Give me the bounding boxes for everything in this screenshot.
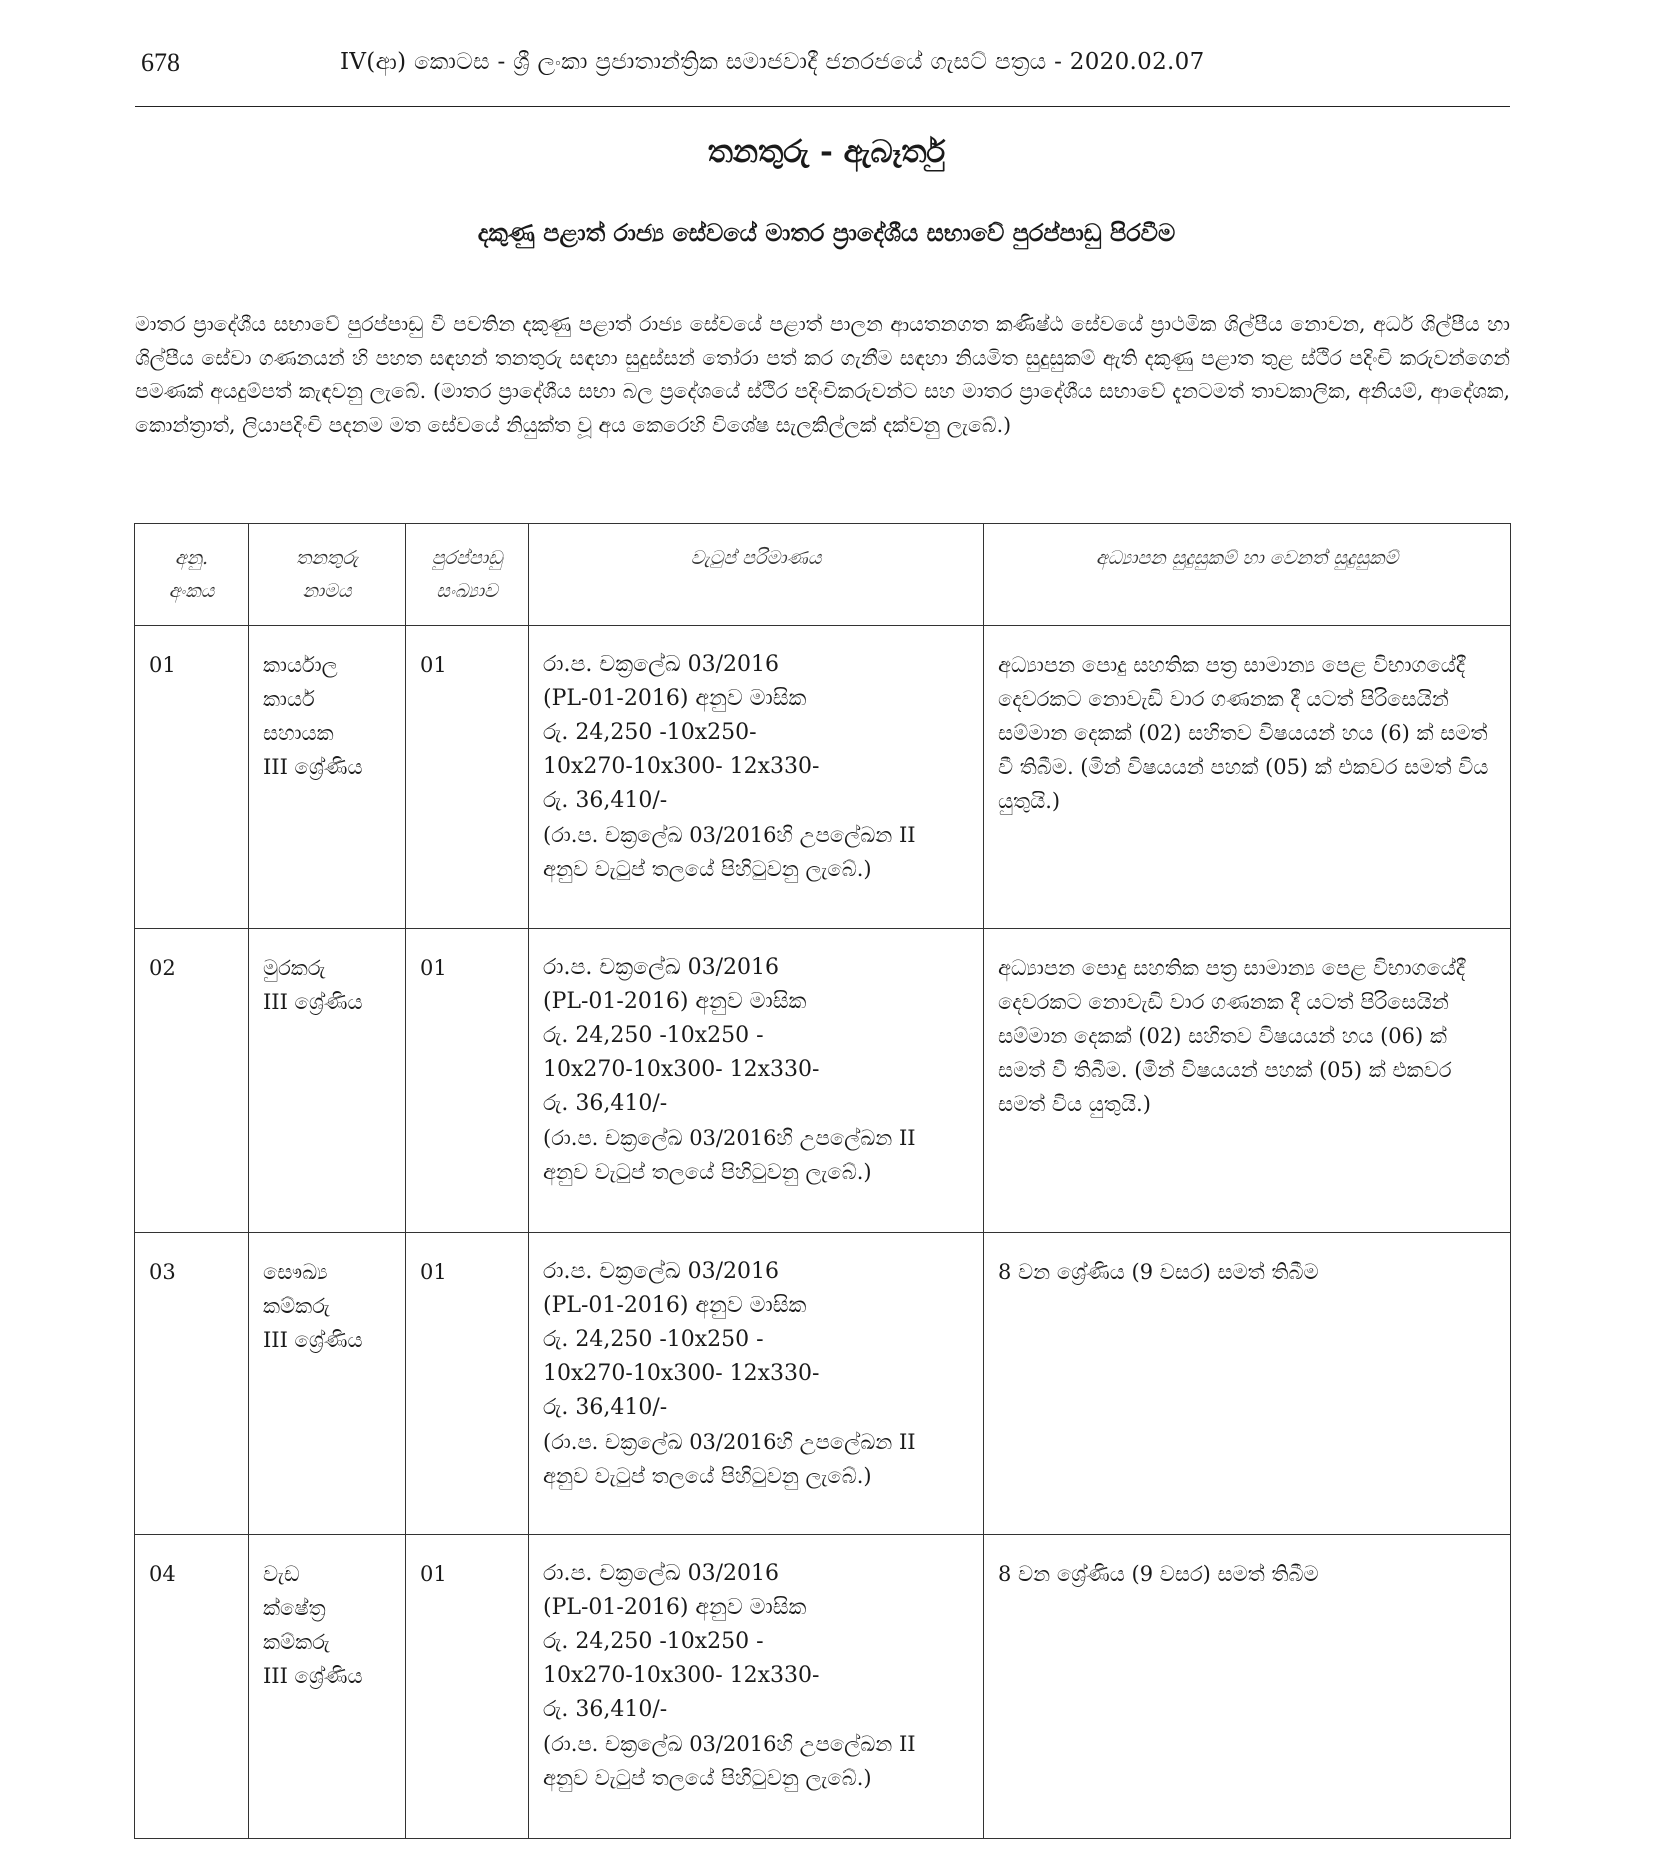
header-divider: [135, 106, 1510, 107]
salary-line: (PL-01-2016) අනුව මාසික: [543, 1293, 807, 1318]
post-name-line: කම්කරු: [263, 1294, 330, 1318]
cell-post-name: [249, 626, 406, 929]
salary-line: 10x270-10x300- 12x330-: [543, 1663, 820, 1688]
salary-line: රා.ප. චක්‍රලේඛ 03/2016: [543, 1561, 779, 1586]
salary-note-line: (රා.ප. චක්‍රලේඛ 03/2016හි උපලේඛන II: [543, 1126, 916, 1150]
salary-note-line: අනුව වැටුප් තලයේ පිහිටුවනු ලැබේ.): [543, 857, 872, 881]
running-head: IV(ආ) කොටස - ශ්‍රී ලංකා ප්‍රජාතාන්ත්‍රික සමාජවාදී ජනරජයේ ගැසට් පත්‍රය - 2020.02.07: [340, 49, 1205, 75]
salary-line: රු. 24,250 -10x250 -: [543, 1327, 764, 1352]
post-name-line: III ශ්‍රේණිය: [263, 990, 363, 1014]
salary-line: 10x270-10x300- 12x330-: [543, 1361, 820, 1386]
salary-note-line: අනුව වැටුප් තලයේ පිහිටුවනු ලැබේ.): [543, 1160, 872, 1184]
header-text: නාමය: [302, 580, 352, 602]
salary-note-line: (රා.ප. චක්‍රලේඛ 03/2016හි උපලේඛන II: [543, 1732, 916, 1756]
post-name-line: කාර්ය: [263, 687, 315, 711]
post-name-line: ක්ෂේත්‍ර: [263, 1596, 326, 1620]
salary-line: රා.ප. චක්‍රලේඛ 03/2016: [543, 955, 779, 980]
salary-note-line: අනුව වැටුප් තලයේ පිහිටුවනු ලැබේ.): [543, 1766, 872, 1790]
cell-serial-no: 03: [135, 1233, 249, 1535]
cell-vacancies: 01: [406, 929, 529, 1233]
cell-serial-no: 04: [135, 1535, 249, 1839]
salary-line: (PL-01-2016) අනුව මාසික: [543, 989, 807, 1014]
salary-line: රු. 24,250 -10x250-: [543, 720, 757, 745]
column-header-vacancies: [406, 524, 529, 626]
qualifications-text: 8 වන ශ්‍රේණිය (9 වසර) සමත් තිබීම: [998, 1562, 1319, 1586]
post-name-line: III ශ්‍රේණිය: [263, 755, 363, 779]
salary-line: රා.ප. චක්‍රලේඛ 03/2016: [543, 1259, 779, 1284]
header-text: අධ්‍යාපන සුදුසුකම් හා වෙනත් සුදුසුකම්: [1095, 547, 1399, 569]
cell-salary-scale: [529, 929, 984, 1233]
header-text: අනු.: [174, 547, 209, 569]
cell-salary-scale: [529, 1233, 984, 1535]
cell-serial-no: 01: [135, 626, 249, 929]
salary-line: රු. 24,250 -10x250 -: [543, 1023, 764, 1048]
cell-salary-scale: [529, 626, 984, 929]
header-text: පුරප්පාඩු: [431, 547, 503, 569]
column-header-post-name: [249, 524, 406, 626]
page-header: [135, 44, 1510, 84]
salary-line: රු. 36,410/-: [543, 1395, 668, 1420]
cell-vacancies: 01: [406, 1233, 529, 1535]
cell-vacancies: 01: [406, 1535, 529, 1839]
salary-note-line: (රා.ප. චක්‍රලේඛ 03/2016හි උපලේඛන II: [543, 823, 916, 847]
qualifications-text: අධ්‍යාපන පොදු සහතික පත්‍ර සාමාන්‍ය පෙළ විභාගයේදී දෙවරකට නොවැඩි වාර ගණනක දී යටත් පිරිසෙයින් සම්මාන දෙකක් (02) සහිතව විෂයයන් හය (6) ක් සමත් වී තිබීම. (මින් විෂයයන් පහක් (05) ක් එකවර සමත් විය යුතුයි.): [998, 653, 1489, 813]
table-row: [135, 1535, 1511, 1839]
notice-title: දකුණු පළාත් රාජ්‍ය සේවයේ මාතර ප්‍රාදේශීය සභාවේ පුරප්පාඩු පිරවීම: [477, 218, 1176, 247]
salary-line: (PL-01-2016) අනුව මාසික: [543, 1595, 807, 1620]
cell-post-name: [249, 929, 406, 1233]
cell-qualifications: [984, 929, 1511, 1233]
cell-post-name: [249, 1535, 406, 1839]
post-name-line: III ශ්‍රේණිය: [263, 1328, 363, 1352]
salary-line: 10x270-10x300- 12x330-: [543, 1057, 820, 1082]
post-name-line: සහායක: [263, 721, 334, 745]
qualifications-text: 8 වන ශ්‍රේණිය (9 වසර) සමත් තිබීම: [998, 1260, 1319, 1284]
header-text: තනතුරු: [295, 547, 359, 569]
column-header-salary-scale: [529, 524, 984, 626]
post-name-line: වැඩ: [263, 1562, 300, 1586]
post-name-line: මුරකරු: [263, 956, 326, 980]
salary-line: රු. 36,410/-: [543, 1091, 668, 1116]
header-text: සංඛ්‍යාව: [436, 580, 498, 602]
post-name-line: කම්කරු: [263, 1630, 330, 1654]
cell-qualifications: [984, 1233, 1511, 1535]
intro-paragraph: මාතර ප්‍රාදේශීය සභාවේ පුරප්පාඩු වී පවතින දකුණු පළාත් රාජ්‍ය සේවයේ පළාත් පාලන ආයතනගත කණිෂ්ඨ සේවයේ ප්‍රාථමික ශිල්පීය නොවන, අර්ධ ශිල්පීය හා ශිල්පීය සේවා ගණනයන් හි පහත සඳහන් තනතුරු සඳහා සුදුස්සන් තෝරා පත් කර ගැනීම සඳහා නියමිත සුදුසුකම් ඇති දකුණු පළාත තුළ ස්ථිර පදිංචි කරුවන්ගෙන් පමණක් අයදුම්පත් කැඳවනු ලැබේ. (මාතර ප්‍රාදේශීය සභා බල ප්‍රදේශයේ ස්ථිර පදිංචිකරුවන්ට සහ මාතර ප්‍රාදේශීය සභාවේ දැනටමත් තාවකාලික, අනියම්, ආදේශක, කොන්ත්‍රාත්, ලියාපදිංචි පදනම මත සේවයේ නියුක්ත වූ අය කෙරෙහි විශේෂ සැලකිල්ලක් දක්වනු ලැබේ.): [135, 312, 1510, 437]
cell-post-name: [249, 1233, 406, 1535]
cell-qualifications: [984, 626, 1511, 929]
table-row: [135, 626, 1511, 929]
salary-note-line: (රා.ප. චක්‍රලේඛ 03/2016හි උපලේඛන II: [543, 1430, 916, 1454]
table-row: [135, 1233, 1511, 1535]
salary-note-line: අනුව වැටුප් තලයේ පිහිටුවනු ලැබේ.): [543, 1464, 872, 1488]
column-header-serial-no: [135, 524, 249, 626]
cell-vacancies: 01: [406, 626, 529, 929]
cell-salary-scale: [529, 1535, 984, 1839]
post-name-line: III ශ්‍රේණිය: [263, 1664, 363, 1688]
salary-line: රු. 24,250 -10x250 -: [543, 1629, 764, 1654]
cell-qualifications: [984, 1535, 1511, 1839]
salary-line: (PL-01-2016) අනුව මාසික: [543, 686, 807, 711]
header-text: අංකය: [168, 580, 215, 602]
section-title: තනතුරු - ඇබෑර්තු: [707, 134, 946, 170]
header-text: වැටුප් පරිමාණය: [690, 547, 822, 569]
post-name-line: කාර්යාල: [263, 653, 338, 677]
vacancies-table: [134, 523, 1511, 1839]
salary-line: 10x270-10x300- 12x330-: [543, 754, 820, 779]
salary-line: රු. 36,410/-: [543, 1697, 668, 1722]
post-name-line: සෞඛ්‍ය: [263, 1260, 328, 1284]
column-header-qualifications: [984, 524, 1511, 626]
salary-line: රා.ප. චක්‍රලේඛ 03/2016: [543, 652, 779, 677]
table-header-row: [135, 524, 1511, 626]
salary-line: රු. 36,410/-: [543, 788, 668, 813]
table-row: [135, 929, 1511, 1233]
qualifications-text: අධ්‍යාපන පොදු සහතික පත්‍ර සාමාන්‍ය පෙළ විභාගයේදී දෙවරකට නොවැඩි වාර ගණනක දී යටත් පිරිසෙයින් සම්මාන දෙකක් (02) සහිතව විෂයයන් හය (06) ක් සමත් වී තිබීම. (මින් විෂයයන් පහක් (05) ක් එකවර සමත් විය යුතුයි.): [998, 956, 1466, 1116]
cell-serial-no: 02: [135, 929, 249, 1233]
page-number: 678: [141, 48, 180, 77]
